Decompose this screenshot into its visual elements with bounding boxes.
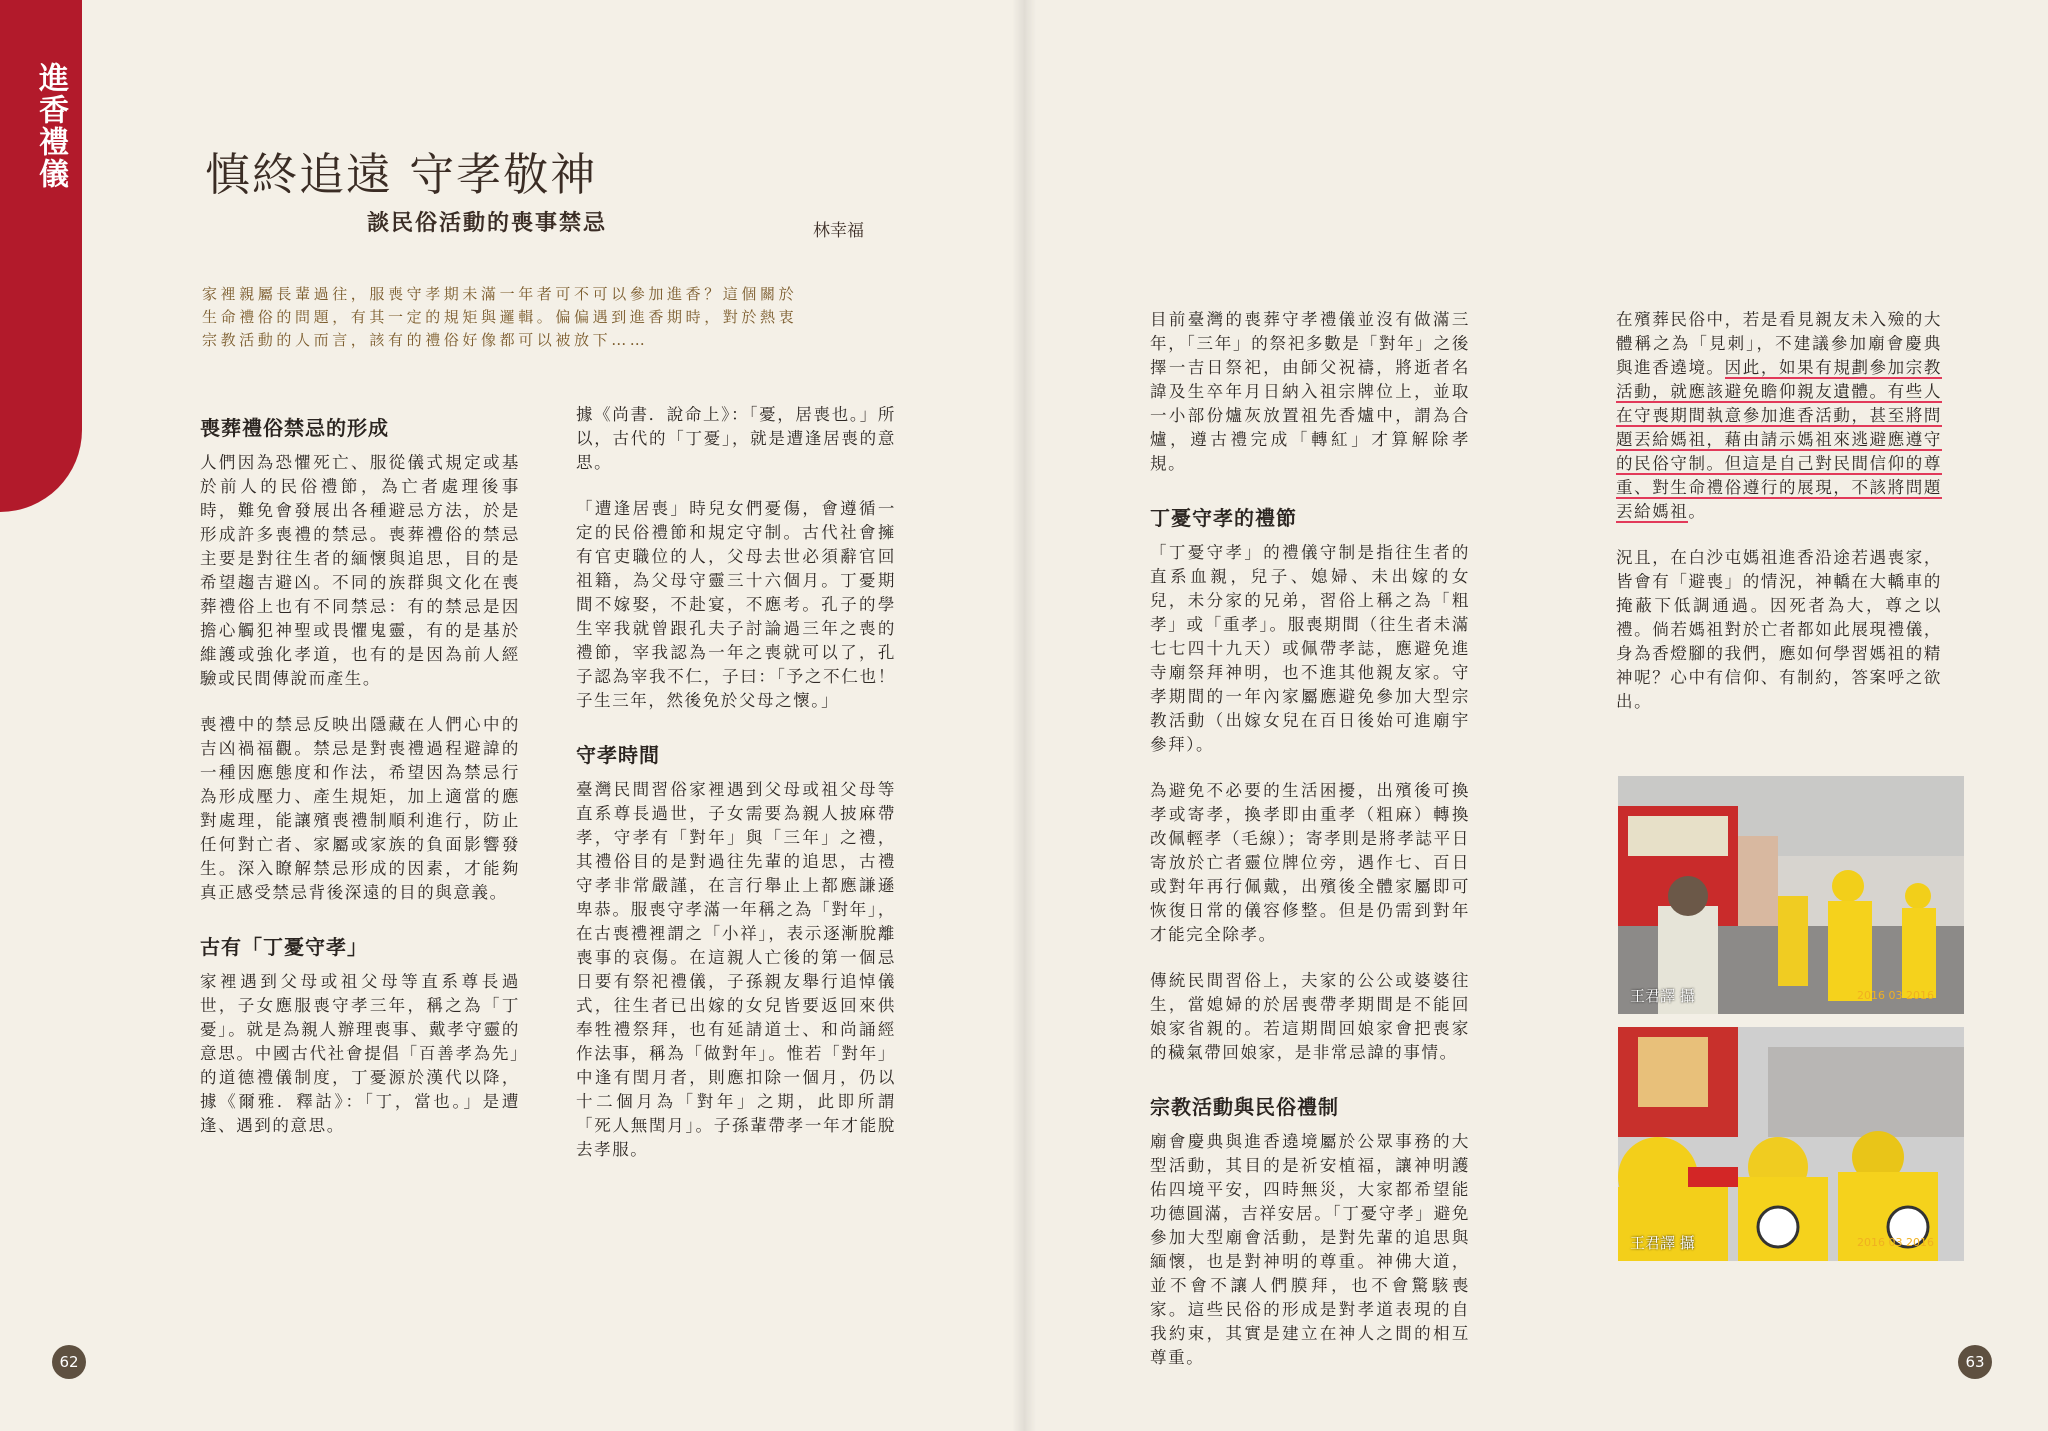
photo-date-stamp-1: 2016 03 2016: [1857, 989, 1934, 1002]
section-tab: [0, 0, 82, 512]
paragraph: 「丁憂守孝」的禮儀守制是指往生者的直系血親，兒子、媳婦、未出嫁的女兒，未分家的兄弟，習俗上稱之為「粗孝」或「重孝」。服喪期間（往生者未滿七七四十九天）或佩帶孝誌，應避免進寺廟祭拜神明，也不進其他親友家。守孝期間的一年內家屬應避免參加大型宗教活動（出嫁女兒在百日後始可進廟宇參拜）。: [1150, 543, 1470, 754]
section-tab-label: 進香禮儀: [33, 62, 68, 190]
paragraph: 「遭逢居喪」時兒女們憂傷，會遵循一定的民俗禮節和規定守制。古代社會擁有官吏職位的人，父母去世必須辭官回祖籍，為父母守靈三十六個月。丁憂期間不嫁娶，不赴宴，不應考。孔子的學生宰我就曾跟孔夫子討論過三年之喪的禮節，宰我認為一年之喪就可以了，孔子認為宰我不仁，子曰：「予之不仁也！子生三年，然後免於父母之懷。」: [576, 499, 896, 710]
paragraph: 目前臺灣的喪葬守孝禮儀並沒有做滿三年，「三年」的祭祀多數是「對年」之後擇一吉日祭祀，由師父祝禱，將逝者名諱及生卒年月日納入祖宗牌位上，並取一小部份爐灰放置祖先香爐中，謂為合爐，遵古禮完成「轉紅」才算解除孝規。: [1150, 310, 1470, 473]
photo-date-stamp-2: 2016 03 2016: [1857, 1236, 1934, 1249]
paragraph: 家裡遇到父母或祖父母等直系尊長過世，子女應服喪守孝三年，稱之為「丁憂」。就是為親人辦理喪事、戴孝守靈的意思。中國古代社會提倡「百善孝為先」的道德禮儀制度，丁憂源於漢代以降，據《爾雅．釋詁》：「丁，當也。」是遭逢、遇到的意思。: [200, 972, 520, 1135]
intro-paragraph: 家裡親屬長輩過往，服喪守孝期未滿一年者可不可以參加進香？這個關於生命禮俗的問題，有其一定的規矩與邏輯。偏偏遇到進香期時，對於熱衷宗教活動的人而言，該有的禮俗好像都可以被放下……: [202, 285, 798, 349]
column-2: [576, 403, 896, 1184]
heading-religious-activities: 宗教活動與民俗禮制: [1150, 1095, 1339, 1119]
photo-procession-2: [1618, 1027, 1964, 1261]
paragraph: 據《尚書．說命上》：「憂，居喪也。」所以，古代的「丁憂」，就是遭逢居喪的意思。: [576, 405, 896, 472]
highlighted-text: 因此，如果有規劃參加宗教活動，就應該避免瞻仰親友遺體。有些人在守喪期間執意參加進香活動，甚至將問題丟給媽祖，藉由請示媽祖來逃避應遵守的民俗守制。但這是自己對民間信仰的尊重、對生命禮俗遵行的展現，不該將問題丟給媽祖: [1616, 358, 1942, 521]
photo-image-1: [1618, 776, 1964, 1014]
paragraph: 況且，在白沙屯媽祖進香沿途若遇喪家，皆會有「避喪」的情況，神轎在大轎車的掩蔽下低調通過。因死者為大，尊之以禮。倘若媽祖對於亡者都如此展現禮儀，身為香燈腳的我們，應如何學習媽祖的精神呢？心中有信仰、有制約，答案呼之欲出。: [1616, 548, 1942, 711]
heading-mourning-etiquette: 丁憂守孝的禮節: [1150, 506, 1297, 530]
photo-procession-1: [1618, 776, 1964, 1014]
paragraph: 臺灣民間習俗家裡遇到父母或祖父母等直系尊長過世，子女需要為親人披麻帶孝，守孝有「對年」與「三年」之禮，其禮俗目的是對過往先輩的追思，古禮守孝非常嚴謹，在言行舉止上都應謙遜卑恭。服喪守孝滿一年稱之為「對年」，在古喪禮裡謂之「小祥」，表示逐漸脫離喪事的哀傷。在這親人亡後的第一個忌日要有祭祀禮儀，子孫親友舉行追悼儀式，往生者已出嫁的女兒皆要返回來供奉牲禮祭拜，也有延請道士、和尚誦經作法事，稱為「做對年」。惟若「對年」中逢有閏月者，則應扣除一個月，仍以十二個月為「對年」之期，此即所謂「死人無閏月」。子孫輩帶孝一年才能脫去孝服。: [576, 780, 896, 1159]
right-page: [1024, 0, 2048, 1431]
photo-credit-2: 王君譯 攝: [1630, 1234, 1695, 1252]
paragraph: 為避免不必要的生活困擾，出殯後可換孝或寄孝，換孝即由重孝（粗麻）轉換改佩輕孝（毛線）；寄孝則是將孝誌平日寄放於亡者靈位牌位旁，遇作七、百日或對年再行佩戴，出殯後全體家屬即可恢復日常的儀容修整。但是仍需到對年才能完全除孝。: [1150, 781, 1470, 944]
heading-mourning-period: 守孝時間: [576, 743, 660, 767]
paragraph-highlighted: [1616, 308, 1942, 524]
column-3: [1150, 308, 1470, 1392]
photo-credit-1: 王君譯 攝: [1630, 987, 1695, 1005]
paragraph: 人們因為恐懼死亡、服從儀式規定或基於前人的民俗禮節，為亡者處理後事時，難免會發展出各種避忌方法，於是形成許多喪禮的禁忌。喪葬禮俗的禁忌主要是對往生者的緬懷與追思，目的是希望趨吉避凶。不同的族群與文化在喪葬禮俗上也有不同禁忌：有的禁忌是因擔心觸犯神聖或畏懼鬼靈，有的是基於維護或強化孝道，也有的是因為前人經驗或民間傳說而產生。: [200, 453, 520, 688]
article-subtitle: 談民俗活動的喪事禁忌: [367, 210, 608, 236]
paragraph: 喪禮中的禁忌反映出隱藏在人們心中的吉凶禍福觀。禁忌是對喪禮過程避諱的一種因應態度和作法，希望因為禁忌行為形成壓力、產生規矩，加上適當的應對處理，能讓殯喪禮制順利進行，防止任何對亡者、家屬或家族的負面影響發生。深入瞭解禁忌形成的因素，才能夠真正感受禁忌背後深遠的目的與意義。: [200, 715, 520, 902]
photo-image-2: [1618, 1027, 1964, 1261]
text-plain: 。: [1688, 502, 1707, 521]
paragraph: 廟會慶典與進香遶境屬於公眾事務的大型活動，其目的是祈安植福，讓神明護佑四境平安，四時無災，大家都希望能功德圓滿，吉祥安居。「丁憂守孝」避免參加大型廟會活動，是對先輩的追思與緬懷，也是對神明的尊重。神佛大道，並不會不讓人們膜拜，也不會驚駭喪家。這些民俗的形成是對孝道表現的自我約束，其實是建立在神人之間的相互尊重。: [1150, 1132, 1470, 1367]
heading-dingyou: 古有「丁憂守孝」: [200, 935, 368, 959]
article-title: 慎終追遠 守孝敬神: [205, 148, 598, 201]
page-number-left: 62: [52, 1345, 86, 1379]
paragraph: 傳統民間習俗上，夫家的公公或婆婆往生，當媳婦的於居喪帶孝期間是不能回娘家省親的。若這期間回娘家會把喪家的穢氣帶回娘家，是非常忌諱的事情。: [1150, 971, 1470, 1062]
author-name: 林幸福: [813, 221, 864, 241]
book-gutter: [1012, 0, 1036, 1431]
text-plain: 在殯葬民俗中，若是看見親友未入殮的大體稱之為「見刺」，不建議參加廟會慶典與進香遶境。: [1616, 310, 1942, 377]
column-4: [1616, 308, 1942, 736]
heading-funeral-taboo: 喪葬禮俗禁忌的形成: [200, 416, 389, 440]
page-number-right: 63: [1958, 1345, 1992, 1379]
column-1: [200, 412, 520, 1160]
